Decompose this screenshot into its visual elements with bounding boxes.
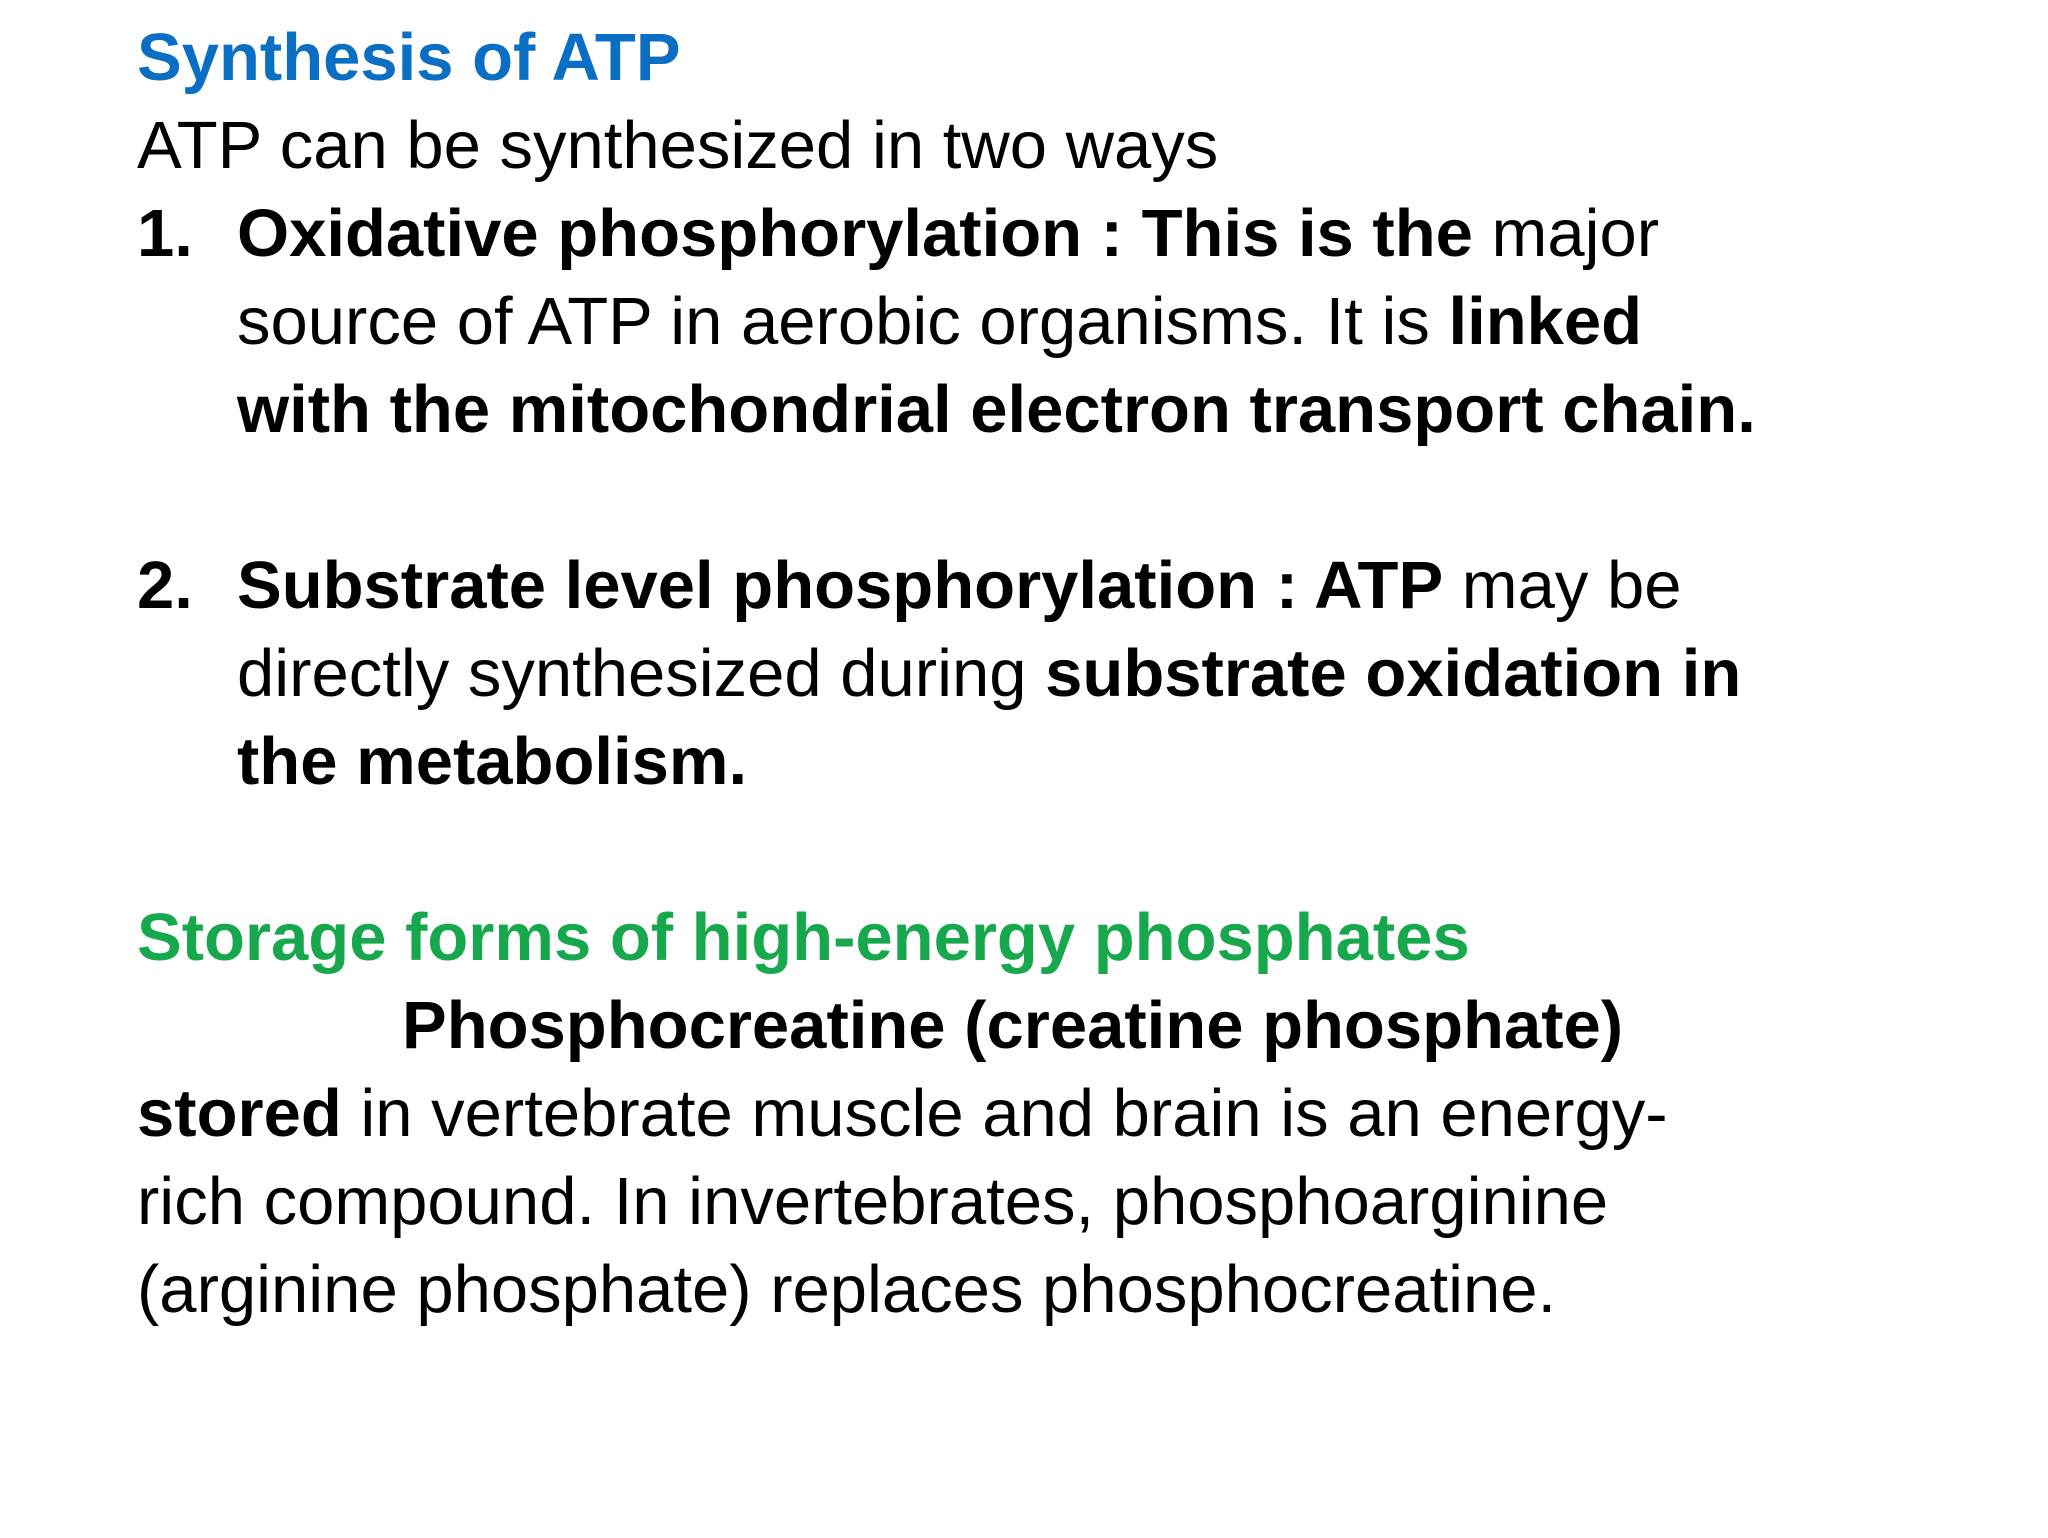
normal-text: major [1472, 196, 1660, 271]
item-line [237, 630, 1987, 718]
list-item-substrate [137, 542, 1987, 806]
item-line [237, 190, 1987, 278]
normal-text: in vertebrate muscle and brain is an energy- [341, 1076, 1668, 1151]
bold-text: substrate oxidation in [1045, 636, 1742, 711]
bold-text: the metabolism. [237, 724, 748, 799]
synthesis-intro: ATP can be synthesized in two ways [137, 108, 1219, 183]
item-line [237, 278, 1987, 366]
normal-text: source of ATP in aerobic organisms. It is [237, 284, 1449, 359]
storage-line [137, 1070, 1987, 1158]
list-number: 2. [137, 548, 193, 623]
storage-line: rich compound. In invertebrates, phosphoarginine [137, 1164, 1609, 1239]
list-item-oxidative [137, 190, 1987, 454]
list-item-body [237, 542, 1987, 806]
item-line [237, 366, 1987, 454]
storage-line: (arginine phosphate) replaces phosphocreatine. [137, 1252, 1557, 1327]
spacer [137, 806, 1987, 894]
bold-text: Substrate level phosphorylation : ATP [237, 548, 1444, 623]
section-title-synthesis: Synthesis of ATP [137, 20, 681, 95]
bold-text: Oxidative phosphorylation : This is the [237, 196, 1473, 271]
bold-text: with the mitochondrial electron transport chain. [237, 372, 1756, 447]
normal-text: directly synthesized during [237, 636, 1046, 711]
item-line [237, 542, 1987, 630]
list-number: 1. [137, 196, 193, 271]
storage-subtitle: Phosphocreatine (creatine phosphate) [402, 988, 1624, 1063]
list-item-body [237, 190, 1987, 454]
bold-text: stored [137, 1076, 342, 1151]
section-title-storage: Storage forms of high-energy phosphates [137, 900, 1470, 975]
bold-text: linked [1448, 284, 1643, 359]
spacer [137, 454, 1987, 542]
item-line [237, 718, 1987, 806]
normal-text: may be [1443, 548, 1682, 623]
slide-content [137, 14, 1987, 1334]
